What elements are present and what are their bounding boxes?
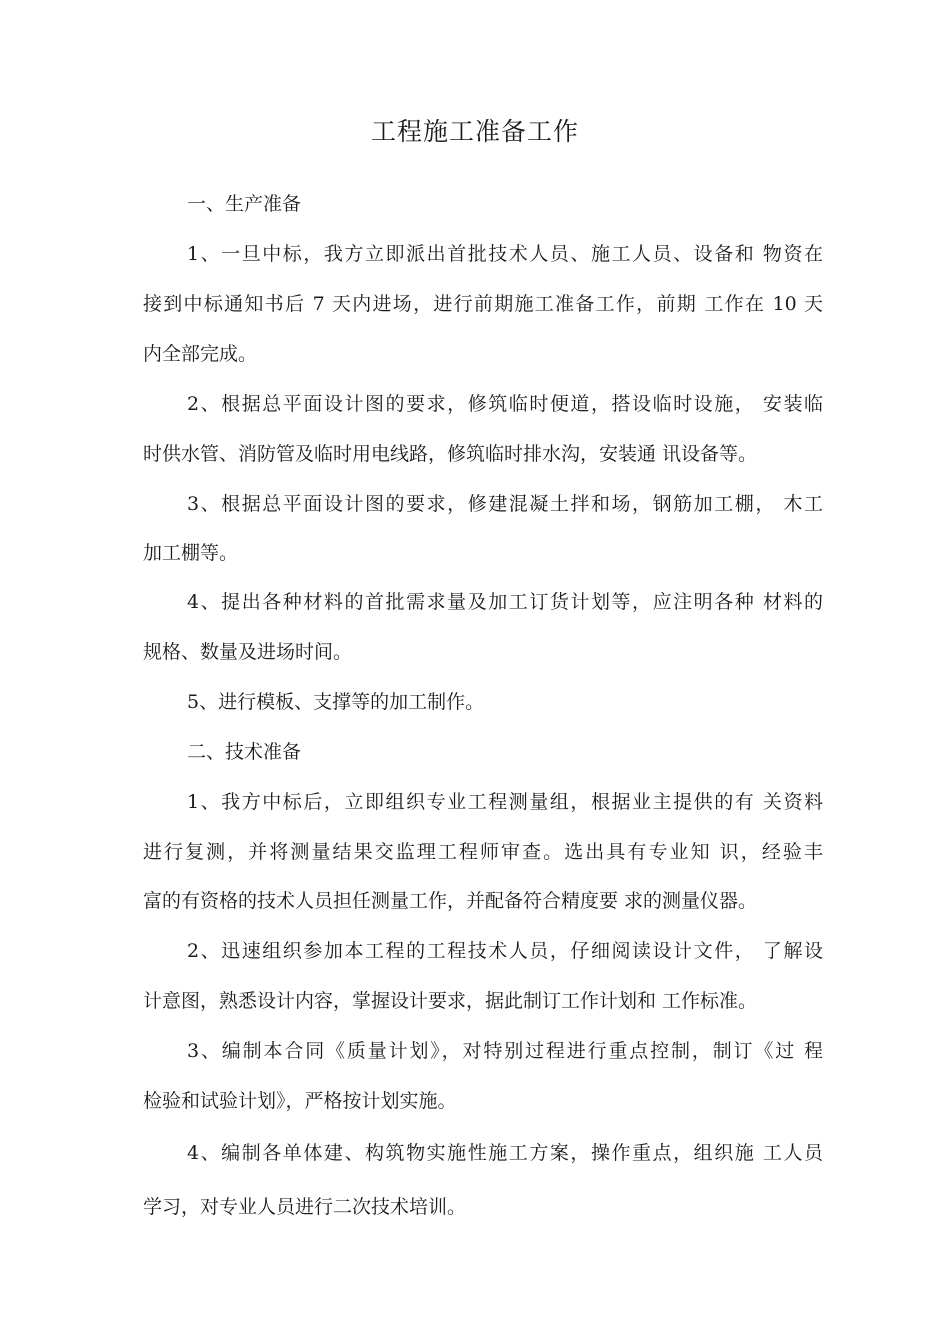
paragraph-line: 5、进行模板、支撑等的加工制作。 (187, 691, 485, 713)
paragraph-line: 时供水管、消防管及临时用电线路，修筑临时排水沟，安装通 讯设备等。 (143, 443, 758, 465)
paragraph-line: 接到中标通知书后 7 天内进场，进行前期施工准备工作，前期 工作在 10 天 (143, 293, 823, 315)
paragraph-line: 4、编制各单体建、构筑物实施性施工方案，操作重点，组织施 工人员 (187, 1142, 823, 1164)
section-heading-technical: 二、技术准备 (187, 741, 302, 763)
document-title: 工程施工准备工作 (370, 117, 579, 146)
paragraph-line: 2、迅速组织参加本工程的工程技术人员，仔细阅读设计文件， 了解设 (187, 940, 823, 962)
paragraph-line: 计意图，熟悉设计内容，掌握设计要求，据此制订工作计划和 工作标准。 (143, 990, 758, 1012)
paragraph-line: 内全部完成。 (143, 343, 258, 365)
paragraph-line: 学习，对专业人员进行二次技术培训。 (143, 1196, 467, 1218)
paragraph-line: 4、提出各种材料的首批需求量及加工订货计划等，应注明各种 材料的 (187, 591, 823, 613)
paragraph-line: 2、根据总平面设计图的要求，修筑临时便道，搭设临时设施， 安装临 (187, 393, 823, 415)
paragraph-line: 1、一旦中标，我方立即派出首批技术人员、施工人员、设备和 物资在 (187, 243, 823, 265)
section-heading-production: 一、生产准备 (187, 193, 302, 215)
paragraph-line: 3、编制本合同《质量计划》，对特别过程进行重点控制，制订《过 程 (187, 1040, 823, 1062)
paragraph-line: 加工棚等。 (143, 542, 239, 564)
paragraph-line: 3、根据总平面设计图的要求，修建混凝土拌和场，钢筋加工棚， 木工 (187, 493, 823, 515)
paragraph-line: 进行复测，并将测量结果交监理工程师审查。选出具有专业知 识，经验丰 (143, 841, 823, 863)
paragraph-line: 富的有资格的技术人员担任测量工作，并配备符合精度要 求的测量仪器。 (143, 890, 758, 912)
paragraph-line: 1、我方中标后，立即组织专业工程测量组，根据业主提供的有 关资料 (187, 791, 823, 813)
paragraph-line: 规格、数量及进场时间。 (143, 641, 353, 663)
paragraph-line: 检验和试验计划》，严格按计划实施。 (143, 1090, 457, 1112)
